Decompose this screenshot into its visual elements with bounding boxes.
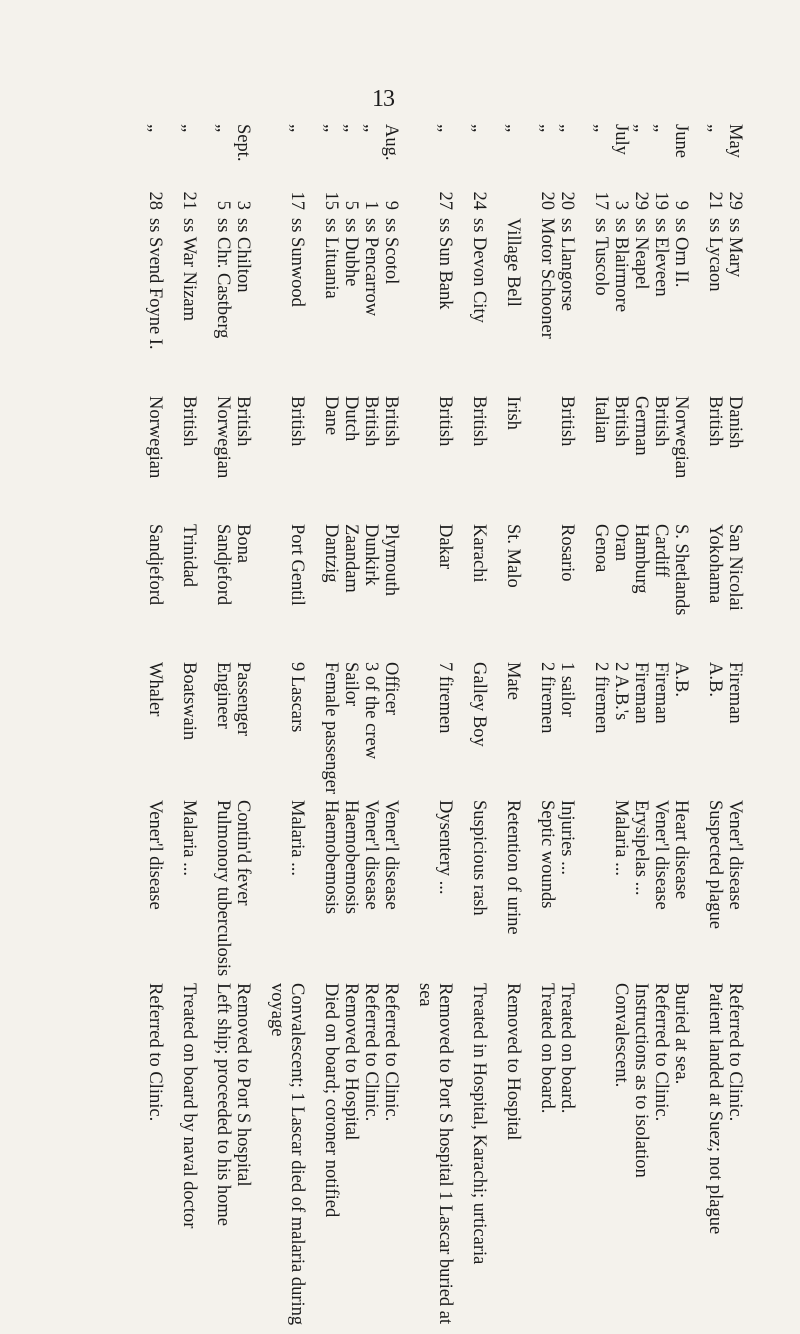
action-cell: Referred to Clinic. [381,983,401,1122]
table-row [415,120,469,1334]
table-row [233,120,267,1334]
table-row [557,120,591,1334]
port-cell: Dunkirk [361,524,381,586]
page-number: 13 [372,86,394,112]
nationality-cell: British [381,396,401,447]
case-cell: 2 firemen [591,662,611,734]
case-cell: Fireman [631,662,651,724]
case-cell: Female passenger [321,662,341,795]
action-cell: Died on board; coroner notified [321,983,341,1218]
table-row [705,120,725,1334]
vessel-cell: Motor Schooner [537,218,557,339]
vessel-cell: ss Orn II. [671,218,691,288]
disease-cell [591,796,611,979]
port-cell: Hamburg [631,524,651,594]
month-cell: July [611,124,631,155]
action-cell: Patient landed at Suez; not plague [705,983,725,1235]
case-cell: Fireman [651,662,671,724]
disease-cell: Dysentery ... [435,800,455,895]
port-cell: Genoa [591,524,611,573]
disease-cell: Vener'l disease [361,800,381,910]
action-cell: Convalescent; 1 Lascar died of malaria during voyage [267,983,307,1326]
nationality-cell: British [287,396,307,447]
nationality-cell: British [557,396,577,447]
nationality-cell: British [233,396,253,447]
table-row [725,120,745,1334]
disease-cell: Contin'd fever [233,800,253,906]
action-cell: Left ship; proceeded to his home [213,983,233,1227]
day-cell: 28 [145,191,165,210]
port-cell: Rosario [557,524,577,582]
disease-cell: Vener'l disease [381,800,401,910]
nationality-cell: Irish [503,396,523,430]
disease-cell: Septic wounds [537,800,557,909]
port-cell: Karachi [469,524,489,583]
month-cell: „ [631,124,651,133]
case-cell: Fireman [725,662,745,724]
case-cell: 2 A.B.'s [611,662,631,721]
nationality-cell: Norwegian [213,396,233,479]
table-row [361,120,381,1334]
nationality-cell: Norwegian [145,396,165,479]
port-cell: Oran [611,524,631,561]
vessel-cell: ss Blairmore [611,218,631,313]
day-cell: 20 [537,191,557,210]
month-cell: „ [213,124,233,133]
month-cell: „ [361,124,381,133]
month-cell: „ [503,124,523,133]
action-cell: Treated on board. [557,983,577,1114]
disease-cell: Erysipelas ... [631,800,651,896]
port-cell: Trinidad [179,524,199,588]
table-row [651,120,671,1334]
port-cell: Dakar [435,524,455,570]
month-cell: „ [321,124,341,133]
port-cell: Port Gentil [287,524,307,606]
vessel-cell: ss Sunwood [287,218,307,307]
vessel-cell: ss Svend Foyne I. [145,218,165,350]
table-row [671,120,705,1334]
nationality-cell: British [361,396,381,447]
month-cell: „ [651,124,671,133]
month-cell: „ [435,124,455,133]
day-cell: 27 [435,191,455,210]
port-cell: S. Shetlands [671,524,691,616]
port-cell: Dantzig [321,524,341,583]
nationality-cell: Norwegian [671,396,691,479]
case-cell: 3 of the crew [361,662,381,760]
nationality-cell: British [179,396,199,447]
disease-cell: Retention of urine [503,800,523,935]
case-cell: Officer [381,662,401,716]
nationality-cell: British [611,396,631,447]
month-cell: Sept. [233,124,253,162]
vessel-cell: ss Tuscolo [591,218,611,296]
month-cell: „ [557,124,577,133]
table-row [469,120,503,1334]
month-cell: „ [341,124,361,133]
day-cell: 29 [725,191,745,210]
day-cell: 5 [213,200,233,210]
table-row [381,120,415,1334]
nationality-cell: British [469,396,489,447]
disease-cell: Heart disease [671,800,691,900]
action-cell: Removed to Hospital [503,983,523,1141]
port-cell: Bona [233,524,253,564]
case-cell: 2 firemen [537,662,557,734]
table-row [321,120,341,1334]
action-cell: Referred to Clinic. [361,983,381,1122]
vessel-cell: ss Lycaon [705,218,725,292]
table-row [179,120,213,1334]
nationality-cell: British [651,396,671,447]
vessel-cell: Village Bell [503,218,523,307]
day-cell: 9 [671,200,691,210]
vessel-cell: ss Lituania [321,218,341,299]
case-cell: Mate [503,662,523,701]
month-cell: „ [287,124,307,133]
case-cell: Boatswain [179,662,199,741]
case-cell: 1 sailor [557,662,577,717]
action-cell: Removed to Hospital [341,983,361,1141]
port-cell: Sandjeford [213,524,233,606]
month-cell: May [725,124,745,158]
case-cell: Engineer [213,662,233,729]
day-cell: 19 [651,191,671,210]
disease-cell: Pulmonory tuberculosis [213,800,233,977]
disease-cell: Malaria ... [287,800,307,877]
action-cell: Removed to Port S hospital [233,983,253,1187]
port-cell: Plymouth [381,524,401,596]
day-cell: 9 [381,200,401,210]
table-row [611,120,631,1334]
month-cell: „ [145,124,165,133]
action-cell: Referred to Clinic. [725,983,745,1122]
vessel-cell: ss Scotol [381,218,401,285]
table-row [631,120,651,1334]
month-cell: June [671,124,691,158]
nationality-cell: Danish [725,396,745,449]
table-row [591,120,611,1334]
day-cell: 29 [631,191,651,210]
table-row [267,120,321,1334]
disease-cell: Vener'l disease [725,800,745,910]
case-cell: Galley Boy [469,662,489,747]
nationality-cell: British [705,396,725,447]
action-cell: Convalescent. [611,983,631,1088]
case-cell: A.B. [671,662,691,697]
day-cell: 3 [611,200,631,210]
disease-cell: Injuries ... [557,800,577,876]
case-cell: 7 firemen [435,662,455,734]
day-cell: 15 [321,191,341,210]
port-cell: Yokohama [705,524,725,604]
action-cell [591,979,611,1334]
day-cell: 1 [361,200,381,210]
vessel-cell: ss Chilton [233,218,253,293]
port-cell: Zaandam [341,524,361,593]
action-cell: Referred to Clinic. [145,983,165,1122]
vessel-cell: ss Neapel [631,218,651,290]
day-cell: 24 [469,191,489,210]
case-cell: Whaler [145,662,165,717]
disease-cell: Haemobemosis [321,800,341,915]
vessel-cell: ss Pencarrow [361,218,381,317]
day-cell: 17 [591,191,611,210]
vessel-cell: ss Sun Bank [435,218,455,310]
case-cell: Passenger [233,662,253,736]
case-cell: Sailor [341,662,361,707]
month-cell: „ [537,124,557,133]
case-cell: A.B. [705,662,725,697]
vessel-cell: ss Eleveen [651,218,671,297]
day-cell [503,180,537,214]
port-cell: Cardiff [651,524,671,578]
action-cell: Treated on board by naval doctor [179,983,199,1229]
nationality-cell: Dane [321,396,341,436]
case-cell: 9 Lascars [287,662,307,733]
disease-cell: Suspected plague [705,800,725,929]
disease-cell: Vener'l disease [145,800,165,910]
month-cell: „ [705,124,725,133]
month-cell: Aug. [381,124,401,161]
action-cell: Referred to Clinic. [651,983,671,1122]
day-cell: 3 [233,200,253,210]
table-row [341,120,361,1334]
month-cell: „ [469,124,489,133]
nationality-cell [537,392,557,520]
action-cell: Treated in Hospital, Karachi; urticaria [469,983,489,1265]
disease-cell: Vener'l disease [651,800,671,910]
disease-cell: Malaria ... [611,800,631,877]
vessel-cell: ss Devon City [469,218,489,323]
rotated-table-container [45,120,745,1326]
nationality-cell: German [631,396,651,456]
ship-cases-table [145,120,745,1334]
action-cell: Treated on board. [537,983,557,1114]
month-cell: „ [179,124,199,133]
vessel-cell: ss Llangorse [557,218,577,311]
action-cell: Removed to Port S hospital 1 Lascar buried at sea [415,983,455,1325]
nationality-cell: Italian [591,396,611,444]
port-cell [537,520,557,658]
vessel-cell: ss Chr. Castberg [213,218,233,339]
vessel-cell: ss Dubhe [341,218,361,287]
action-cell: Instructions as to isolation [631,983,651,1178]
disease-cell: Malaria ... [179,800,199,877]
port-cell: Sandjeford [145,524,165,606]
table-row [145,120,179,1334]
port-cell: St. Malo [503,524,523,588]
nationality-cell: Dutch [341,396,361,442]
vessel-cell: ss War Nizam [179,218,199,321]
table-row [213,120,233,1334]
vessel-cell: ss Mary [725,218,745,278]
day-cell: 21 [179,191,199,210]
nationality-cell: British [435,396,455,447]
day-cell: 21 [705,191,725,210]
port-cell: San Nicolai [725,524,745,611]
action-cell: Buried at sea. [671,983,691,1085]
day-cell: 20 [557,191,577,210]
table-row [503,120,537,1334]
day-cell: 5 [341,200,361,210]
month-cell: „ [591,124,611,133]
disease-cell: Suspicious rash [469,800,489,916]
day-cell: 17 [287,191,307,210]
table-row [537,120,557,1334]
disease-cell: Haemobemosis [341,800,361,915]
